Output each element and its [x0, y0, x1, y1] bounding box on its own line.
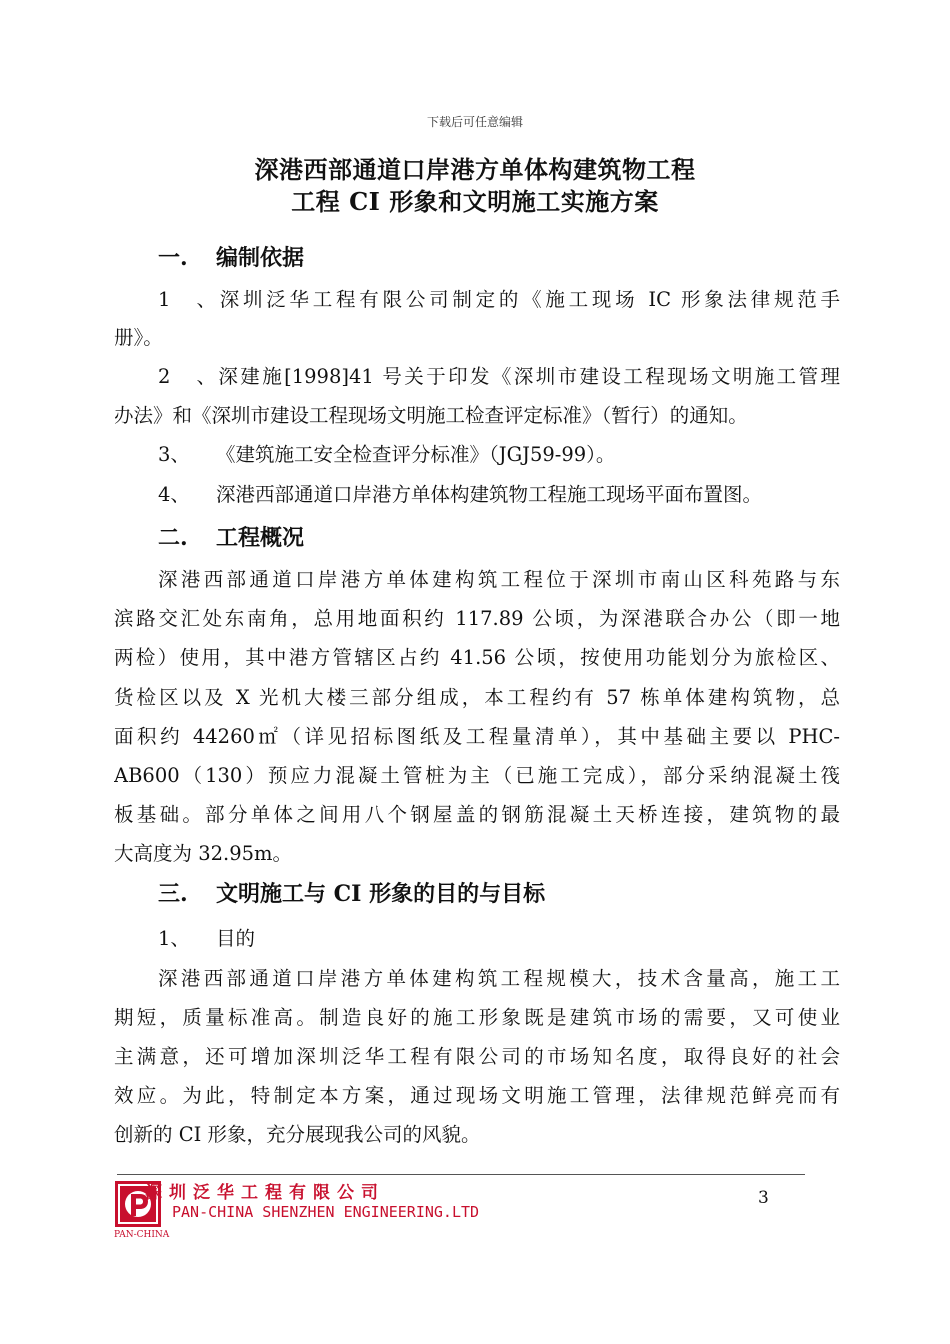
list-item	[114, 480, 840, 510]
logo-caption: PAN-CHINA	[114, 1230, 170, 1240]
item-text: 《建筑施工安全检查评分标准》（JGJ59-99）。	[216, 443, 616, 466]
list-item	[114, 440, 840, 470]
subsection-title: 目的	[216, 927, 256, 950]
section-heading-2	[114, 523, 840, 553]
section-number: 三.	[158, 881, 188, 907]
paragraph-line: 滨路交汇处东南角，总用地面积约 117.89 公顷，为深港联合办公（即一地	[114, 607, 840, 630]
section-title: 工程概况	[216, 525, 305, 551]
item-text: 深圳泛华工程有限公司制定的《施工现场 IC 形象法律规范手	[216, 288, 840, 311]
item-number: 3、	[158, 443, 190, 466]
paragraph-line: 大高度为 32.95m。	[114, 842, 293, 865]
item-text: 深建施[1998]41 号关于印发《深圳市建设工程现场文明施工管理	[216, 365, 840, 388]
download-watermark: 下载后可任意编辑	[426, 115, 523, 129]
section-number: 一.	[158, 245, 188, 271]
section-title: 文明施工与 CI 形象的目的与目标	[216, 881, 546, 907]
section-title: 编制依据	[216, 245, 305, 271]
item-number: 2、	[158, 365, 216, 388]
company-name-english: PAN-CHINA SHENZHEN ENGINEERING.LTD	[172, 1203, 480, 1221]
paragraph-line: 效应。为此，特制定本方案，通过现场文明施工管理，法律规范鲜亮而有	[114, 1084, 840, 1107]
footer-divider	[117, 1174, 805, 1175]
paragraph-line: 货检区以及 X 光机大楼三部分组成，本工程约有 57 栋单体建构筑物，总	[114, 686, 840, 709]
list-item	[114, 285, 840, 315]
company-name-chinese: 深圳泛华工程有限公司	[145, 1183, 385, 1203]
paragraph-line: AB600（130）预应力混凝土管桩为主（已施工完成），部分采纳混凝土筏	[114, 764, 840, 787]
item-continuation: 办法》和《深圳市建设工程现场文明施工检查评定标准》（暂行）的通知。	[114, 404, 748, 427]
item-number: 4、	[158, 483, 190, 506]
paragraph-line: 深港西部通道口岸港方单体建构筑工程规模大，技术含量高，施工工	[158, 967, 840, 990]
item-continuation: 册》。	[114, 326, 163, 349]
document-title-line-1: 深港西部通道口岸港方单体构建筑物工程	[254, 155, 696, 184]
section-heading-3	[114, 879, 840, 909]
list-item	[114, 362, 840, 392]
document-title-line-2: 工程 CI 形象和文明施工实施方案	[291, 187, 659, 216]
paragraph-line: 期短，质量标准高。制造良好的施工形象既是建筑市场的需要，又可使业	[114, 1006, 840, 1029]
item-number: 1、	[158, 288, 216, 311]
item-text: 深港西部通道口岸港方单体构建筑物工程施工现场平面布置图。	[216, 483, 763, 506]
paragraph-line: 主满意，还可增加深圳泛华工程有限公司的市场知名度，取得良好的社会	[114, 1045, 840, 1068]
subsection-heading	[114, 924, 840, 954]
paragraph-line: 深港西部通道口岸港方单体建构筑工程位于深圳市南山区科苑路与东	[158, 568, 840, 591]
paragraph-line: 创新的 CI 形象，充分展现我公司的风貌。	[114, 1123, 481, 1146]
paragraph-line: 板基础。部分单体之间用八个钢屋盖的钢筋混凝土天桥连接，建筑物的最	[114, 803, 840, 826]
item-number: 1、	[158, 927, 190, 950]
page-number: 3	[758, 1188, 769, 1208]
section-heading-1	[114, 243, 840, 273]
paragraph-line: 面积约 44260㎡（详见招标图纸及工程量清单），其中基础主要以 PHC-	[114, 725, 840, 748]
section-number: 二.	[158, 525, 188, 551]
paragraph-line: 两检）使用，其中港方管辖区占约 41.56 公顷，按使用功能划分为旅检区、	[114, 646, 840, 669]
